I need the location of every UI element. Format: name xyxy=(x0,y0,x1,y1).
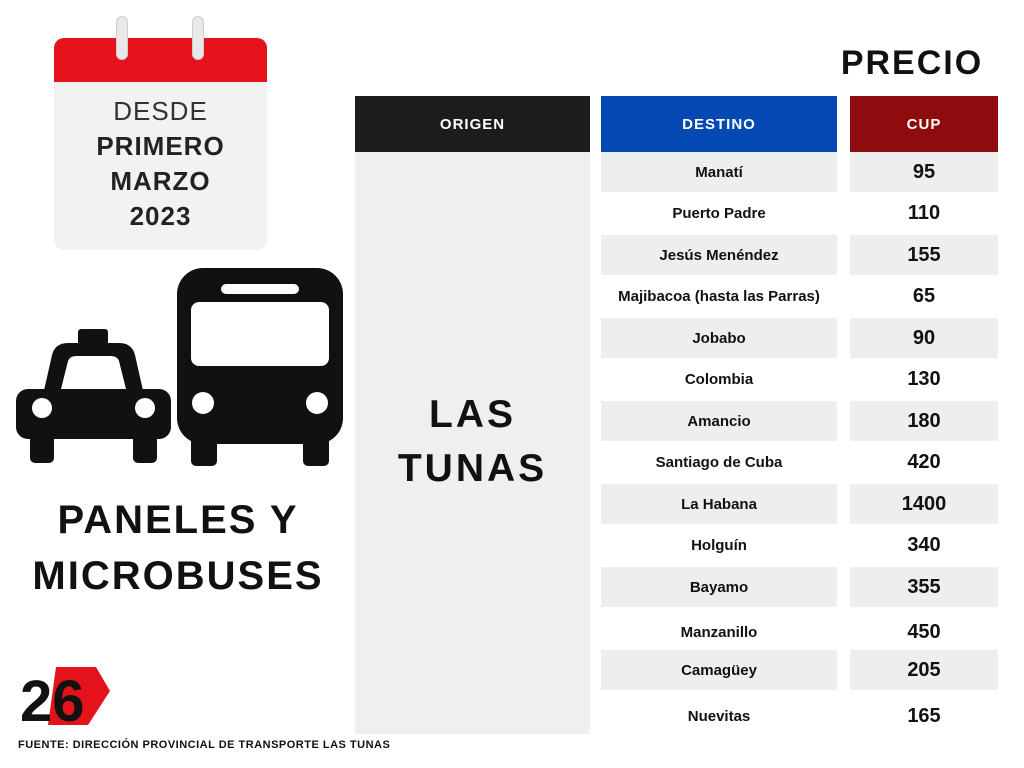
table-row-precio: 130 xyxy=(907,367,941,390)
origin-line-2: TUNAS xyxy=(397,447,548,490)
table-row-destino: Holguín xyxy=(691,536,747,554)
calendar-ring xyxy=(116,16,128,60)
table-row-precio: 205 xyxy=(850,650,998,690)
table-row-precio: 65 xyxy=(912,284,936,307)
table-row-destino: Manatí xyxy=(601,152,837,192)
table-row-destino: Majibacoa (hasta las Parras) xyxy=(618,287,820,305)
source-footnote: FUENTE: DIRECCIÓN PROVINCIAL DE TRANSPORTE LAS TUNAS xyxy=(18,739,391,751)
calendar-line-day: PRIMERO xyxy=(96,131,225,161)
table-row-precio: 180 xyxy=(850,401,998,441)
table-row-precio: 110 xyxy=(907,201,941,224)
header-origen: ORIGEN xyxy=(355,96,590,152)
calendar-line-year: 2023 xyxy=(129,201,192,231)
table-row-destino: Camagüey xyxy=(601,650,837,690)
table-row-precio: 340 xyxy=(907,533,941,556)
table-row-precio: 1400 xyxy=(850,484,998,524)
taxi-icon xyxy=(16,325,171,465)
table-row-precio: 165 xyxy=(907,704,941,727)
vehicle-type-line-1: PANELES Y xyxy=(57,498,299,542)
origin-line-1: LAS xyxy=(429,393,516,436)
effective-date xyxy=(54,94,267,234)
table-row-precio: 355 xyxy=(850,567,998,607)
table-row-destino: Amancio xyxy=(601,401,837,441)
table-row-destino: Puerto Padre xyxy=(672,204,766,222)
table-row-destino: Manzanillo xyxy=(680,623,758,641)
table-row-destino: Jobabo xyxy=(601,318,837,358)
logo-text: 26 xyxy=(20,669,85,727)
calendar-ring xyxy=(192,16,204,60)
calendar-card xyxy=(54,38,267,250)
vehicle-type-line-2: MICROBUSES xyxy=(32,554,324,598)
table-row-destino: Colombia xyxy=(684,370,754,388)
bus-icon xyxy=(177,268,343,466)
table-row-destino: Santiago de Cuba xyxy=(655,453,783,471)
calendar-header-bar xyxy=(54,38,267,82)
header-destino: DESTINO xyxy=(601,96,837,152)
table-row-precio: 95 xyxy=(850,152,998,192)
brand-logo xyxy=(18,665,110,727)
price-label: PRECIO xyxy=(840,44,984,82)
vehicle-type-title xyxy=(0,492,356,604)
table-row-precio: 450 xyxy=(907,620,941,643)
table-row-precio: 90 xyxy=(850,318,998,358)
table-row-precio: 420 xyxy=(907,450,941,473)
table-row-destino: Bayamo xyxy=(601,567,837,607)
table-row-destino: Nuevitas xyxy=(687,707,751,725)
header-cup: CUP xyxy=(850,96,998,152)
origin-city xyxy=(355,388,590,496)
table-row-destino: Jesús Menéndez xyxy=(601,235,837,275)
table-row-destino: La Habana xyxy=(601,484,837,524)
calendar-line-month: MARZO xyxy=(110,166,211,196)
table-row-precio: 155 xyxy=(850,235,998,275)
calendar-line-desde: DESDE xyxy=(113,96,208,126)
